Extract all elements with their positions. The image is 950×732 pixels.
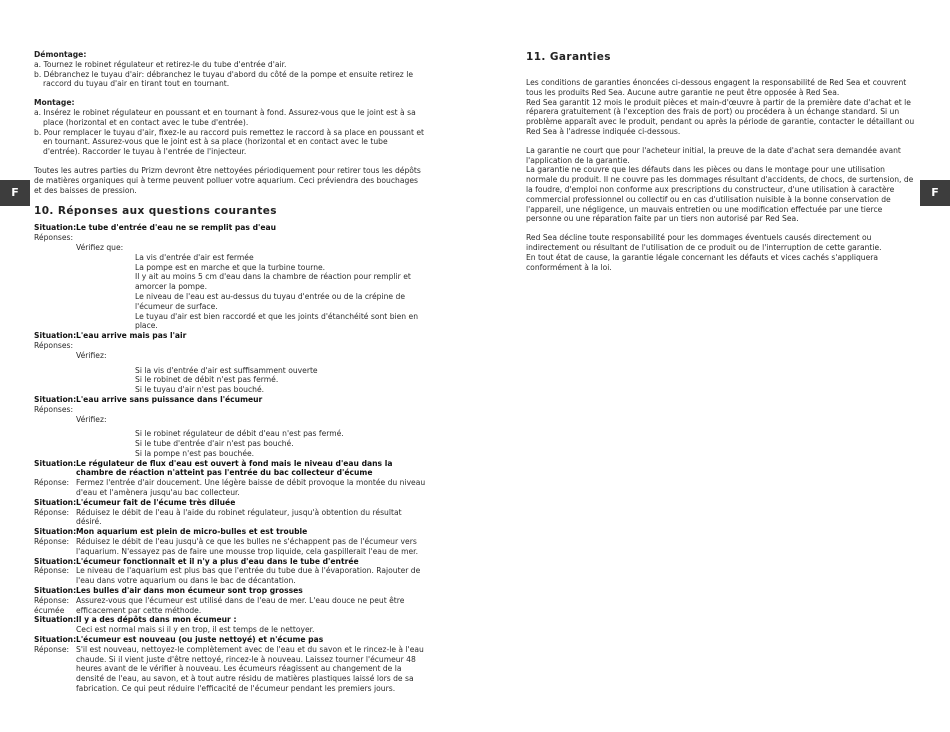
faq-situation-5 [34, 498, 426, 508]
check-item: Si le tube d'entrée d'air n'est pas bouché. [135, 439, 294, 449]
situation-label: Situation: [34, 635, 77, 645]
faq-situation-7 [34, 557, 426, 567]
reponse-label: Réponse: [34, 566, 70, 576]
answer-text: Réduisez le débit de l'eau à l'aide du robinet régulateur, jusqu'à obtention du résultat désiré. [76, 507, 402, 527]
check-item: Il y ait au moins 5 cm d'eau dans la chambre de réaction pour remplir et amorcer la pompe. [135, 272, 411, 292]
montage-step-b: b. Pour remplacer le tuyau d'air, fixez-le au raccord puis remettez le raccord à sa place en poussant et en tournant. Assurez-vous que le joint est à sa place (horizontal et en contact avec le tube d'entrée). Raccorder le tuyau à l'entrée de l'injecteur. [34, 127, 424, 157]
check-item: Si la vis d'entrée d'air est suffisamment ouverte [135, 365, 318, 375]
reponse-label-line1: Réponse: [34, 595, 70, 605]
faq-situation-8 [34, 586, 426, 596]
situation-text: Le régulateur de flux d'eau est ouvert à fond mais le niveau d'eau dans la chambre de réaction n'atteint pas l'entrée du bac collecteur d'écume [76, 458, 393, 478]
language-tab-left: F [0, 180, 30, 206]
cleaning-note: Toutes les autres parties du Prizm devront être nettoyées périodiquement pour retirer tous les dépôts de matières organiques qui à terme peuvent polluer votre aquarium. Ceci préviendra des bouchages et des baisses de pression. [34, 165, 421, 195]
reponses-label: Réponses: [34, 340, 74, 350]
check-item: Si le robinet régulateur de débit d'eau n'est pas fermé. [135, 429, 344, 439]
check-item: Si le robinet de débit n'est pas fermé. [135, 375, 279, 385]
answer-text: S'il est nouveau, nettoyez-le complètement avec de l'eau et du savon et le rincez-le à l'eau chaude. Si il vient juste d'être nettoyé, rincez-le à nouveau. Laissez tourner l'écumeur 48 heures avant de le vérifier à nouveau. Les écumeurs réagissent au changement de la densité de l'eau, au savon, et à tout autre résidu de matières plastiques laissé lors de sa fabrication. Ce qui peut réduire l'efficacité de l'écumeur pendant les premiers jours. [76, 644, 424, 694]
reponse-label: Réponse: [34, 478, 70, 488]
situation-text: Les bulles d'air dans mon écumeur sont trop grosses [76, 586, 303, 596]
warranty-paragraph-5: Red Sea décline toute responsabilité pour les dommages éventuels causés directement ou indirectement ou résultant de l'utilisation de ce produit ou de l'interruption de cette garantie. [526, 233, 882, 252]
verify-label: Vérifiez: [76, 414, 107, 424]
situation-text: L'écumeur fonctionnait et il n'y a plus d'eau dans le tube d'entrée [76, 556, 359, 566]
demontage-title: Démontage: [34, 50, 87, 59]
situation-label: Situation: [34, 394, 77, 404]
situation-text: L'écumeur est nouveau (ou juste nettoyé) et n'écume pas [76, 635, 324, 645]
reponses-label: Réponses: [34, 233, 74, 243]
faq-answer-7 [34, 566, 426, 586]
faq-situation-9 [34, 615, 426, 625]
warranty-heading: 11. Garanties [526, 51, 611, 63]
check-item: Le tuyau d'air est bien raccordé et que les joints d'étanchéité sont bien en place. [135, 311, 419, 331]
situation-label: Situation: [34, 497, 77, 507]
right-column [526, 50, 918, 272]
reponse-label: Réponse: [34, 537, 70, 547]
check-item: La pompe est en marche et que la turbine tourne. [135, 262, 326, 272]
situation-label: Situation: [34, 527, 77, 537]
answer-text: Ceci est normal mais si il y en trop, il est temps de le nettoyer. [76, 625, 315, 635]
situation-text: L'écumeur fait de l'écume très diluée [76, 497, 236, 507]
warranty-paragraph-2: Red Sea garantit 12 mois le produit pièces et main-d'œuvre à partir de la première date d'achat et le réparera gratuitement (à l'exception des frais de port) ou procédera à un échange standard. Si un problème apparaît avec le produit, pendant ou après la période de garantie, contacter le détaillant ou Red Sea à l'adresse indiquée ci-dessous. [526, 97, 915, 136]
faq-situation-1 [34, 223, 426, 233]
answer-text: Réduisez le débit de l'eau jusqu'à ce que les bulles ne s'échappent pas de l'écumeur vers l'aquarium. N'essayez pas de faire une mousse trop liquide, cela gaspillerait l'eau de mer. [76, 537, 418, 556]
reponse-label: Réponse: [34, 644, 70, 654]
faq-answer-10 [34, 645, 426, 694]
answer-text: Le niveau de l'aquarium est plus bas que l'entrée du tube due à l'évaporation. Rajouter de l'eau dans votre aquarium ou dans le bac de décantation. [76, 566, 421, 586]
situation-text: Il y a des dépôts dans mon écumeur : [76, 615, 237, 625]
left-column [34, 50, 426, 694]
situation-text: Le tube d'entrée d'eau ne se remplit pas d'eau [76, 223, 277, 233]
warranty-paragraph-3: La garantie ne court que pour l'acheteur initial, la preuve de la date d'achat sera demandée avant l'application de la garantie. [526, 145, 901, 165]
faq-answer-4 [34, 478, 426, 498]
reponses-label: Réponses: [34, 404, 74, 414]
check-item: La vis d'entrée d'air est fermée [135, 252, 254, 262]
reponse-label-line2: écumée [34, 605, 65, 615]
faq-heading: 10. Réponses aux questions courantes [34, 205, 277, 218]
situation-label: Situation: [34, 556, 77, 566]
faq-situation-6 [34, 527, 426, 537]
situation-text: L'eau arrive sans puissance dans l'écumeur [76, 394, 263, 404]
warranty-paragraph-4: La garantie ne couvre que les défauts dans les pièces ou dans le montage pour une utilisation normale du produit. Il ne couvre pas les dommages résultant d'accidents, de chocs, de surtension, de la foudre, d'emploi non conforme aux prescriptions du constructeur, d'une utilisation à caractère commercial professionnel ou collectif ou en cas d'utilisation nuisible à la bonne conservation de l'appareil, une négligence, un mauvais entretien ou une modification effectuée par une tierce personne ou une réparation faite par un tiers non autorisé par Red Sea. [526, 165, 914, 224]
language-tab-right: F [920, 180, 950, 206]
check-item: Si la pompe n'est pas bouchée. [135, 448, 255, 458]
verify-label: Vérifiez que: [76, 242, 124, 252]
reponse-label [34, 596, 76, 616]
warranty-paragraph-1: Les conditions de garanties énoncées ci-dessous engagent la responsabilité de Red Sea et couvrent tous les produits Red Sea. Aucune autre garantie ne peut être opposée à Red Sea. [526, 78, 907, 97]
situation-label: Situation: [34, 615, 77, 625]
faq-situation-2 [34, 331, 426, 341]
montage-title: Montage: [34, 98, 75, 108]
situation-text: Mon aquarium est plein de micro-bulles et est trouble [76, 527, 308, 537]
answer-text: Assurez-vous que l'écumeur est utilisé dans de l'eau de mer. L'eau douce ne peut être efficacement par cette méthode. [76, 595, 405, 615]
check-item: Le niveau de l'eau est au-dessus du tuyau d'entrée ou de la crépine de l'écumeur de surface. [135, 291, 405, 311]
situation-label: Situation: [34, 586, 77, 596]
reponse-label: Réponse: [34, 507, 70, 517]
faq-answer-8 [34, 596, 426, 616]
montage-step-a: a. Insérez le robinet régulateur en poussant et en tournant à fond. Assurez-vous que le joint est à sa place (horizontal et en contact avec le tube d'entrée). [34, 107, 416, 127]
situation-label: Situation: [34, 331, 77, 341]
faq-answer-5 [34, 508, 426, 528]
answer-text: Fermez l'entrée d'air doucement. Une légère baisse de débit provoque la montée du niveau d'eau et l'amènera jusqu'au bac collecteur. [76, 478, 426, 498]
demontage-step-b: b. Débranchez le tuyau d'air: débranchez le tuyau d'abord du côté de la pompe et ensuite retirez le raccord du tuyau d'air en tirant tout en tournant. [34, 69, 413, 89]
warranty-paragraph-6: En tout état de cause, la garantie légale concernant les défauts et vices cachés s'appliquera conformément à la loi. [526, 252, 879, 272]
faq-answer-6 [34, 537, 426, 557]
faq-situation-3 [34, 395, 426, 405]
check-item: Si le tuyau d'air n'est pas bouché. [135, 385, 265, 395]
faq-situation-10 [34, 635, 426, 645]
verify-label: Vérifiez: [76, 350, 107, 360]
faq-situation-4 [34, 459, 426, 479]
demontage-step-a: a. Tournez le robinet régulateur et retirez-le du tube d'entrée d'air. [34, 59, 287, 69]
situation-label: Situation: [34, 223, 77, 233]
situation-text: L'eau arrive mais pas l'air [76, 331, 187, 341]
situation-label: Situation: [34, 458, 77, 468]
